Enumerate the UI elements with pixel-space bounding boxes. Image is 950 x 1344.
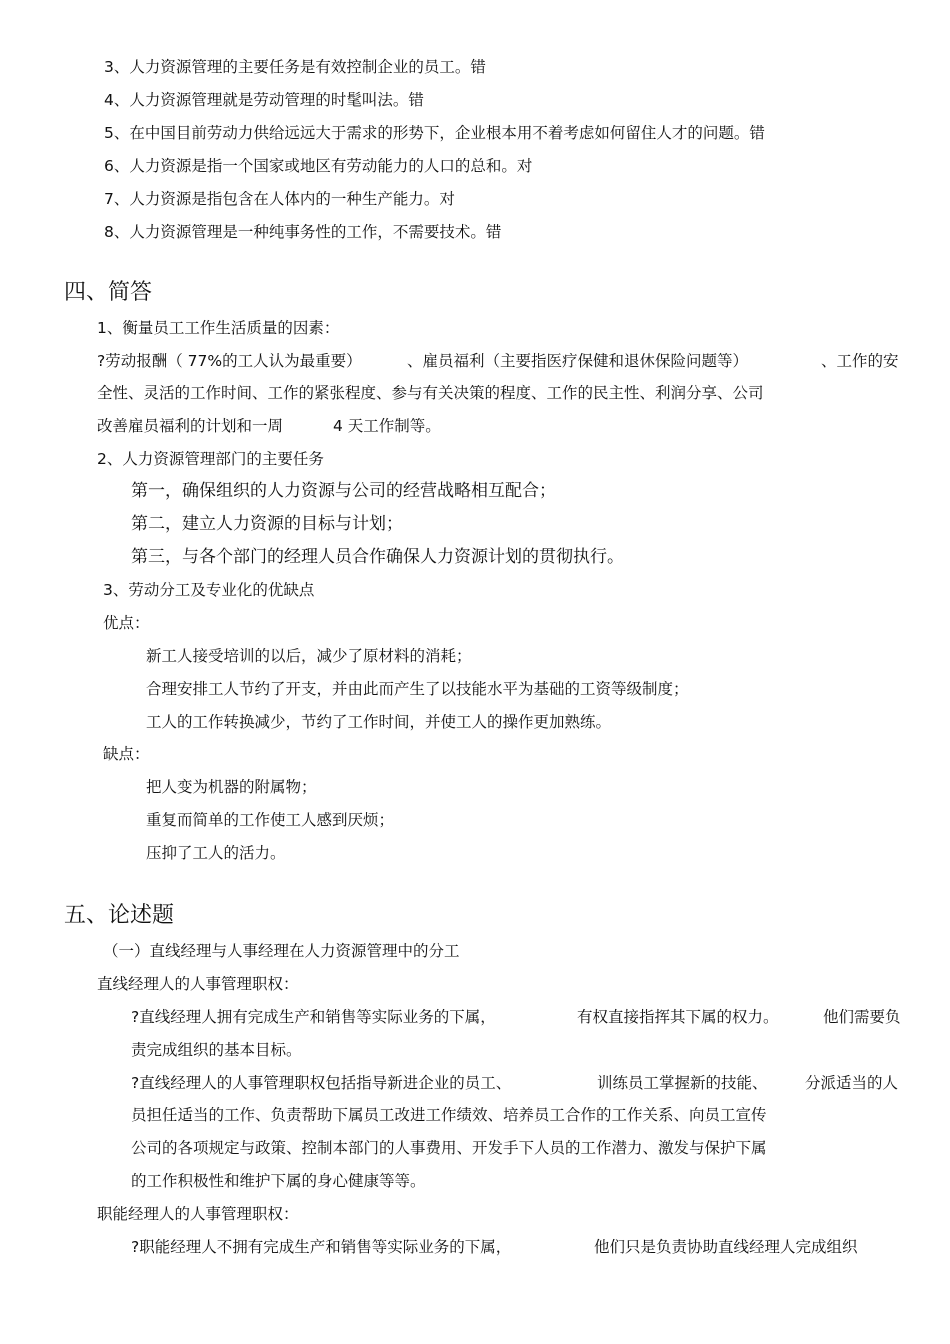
q1-line1-a: ?劳动报酬（ 77%的工人认为最重要） [97,352,362,370]
question-2-title: 2、人力资源管理部门的主要任务 [97,450,324,468]
cons-item-3: 压抑了工人的活力。 [146,844,286,862]
pros-item-2: 合理安排工人节约了开支，并由此而产生了以技能水平为基础的工资等级制度； [146,680,689,698]
tf-item-8: 8、人力资源管理是一种纯事务性的工作，不需要技术。错 [104,223,502,241]
q1-line2: 全性、灵活的工作时间、工作的紧张程度、参与有关决策的程度、工作的民主性、利润分享、公司 [97,384,764,402]
p2-line1-c: 分派适当的人 [805,1074,899,1092]
section-heading-short-answer: 四、简答 [64,280,153,305]
p1-line1-a: ?直线经理人拥有完成生产和销售等实际业务的下属， [131,1008,496,1026]
p3-line1-a: ?职能经理人不拥有完成生产和销售等实际业务的下属， [131,1238,512,1256]
q1-line1-c: 、工作的安 [821,352,899,370]
section-heading-essay: 五、论述题 [64,903,175,928]
question-3-title: 3、劳动分工及专业化的优缺点 [103,581,315,599]
p3-line1-b: 他们只是负责协助直线经理人完成组织 [594,1238,858,1256]
tf-item-3: 3、人力资源管理的主要任务是有效控制企业的员工。错 [104,58,486,76]
p1-line1-b: 有权直接指挥其下属的权力。 [577,1008,779,1026]
q1-line3-b: 4 天工作制等。 [333,417,441,435]
p2-line3: 公司的各项规定与政策、控制本部门的人事费用、开发手下人员的工作潜力、激发与保护下属 [131,1139,767,1157]
p2-line1-a: ?直线经理人的人事管理职权包括指导新进企业的员工、 [131,1074,512,1092]
p2-line2: 员担任适当的工作、负责帮助下属员工改进工作绩效、培养员工合作的工作关系、向员工宣传 [131,1106,767,1124]
pros-item-3: 工人的工作转换减少，节约了工作时间，并使工人的操作更加熟练。 [146,713,612,731]
pros-label: 优点： [103,614,150,632]
tf-item-6: 6、人力资源是指一个国家或地区有劳动能力的人口的总和。对 [104,157,533,175]
p1-line1-c: 他们需要负 [823,1008,901,1026]
p2-line4: 的工作积极性和维护下属的身心健康等等。 [131,1172,426,1190]
q1-line3-a: 改善雇员福利的计划和一周 [97,417,284,435]
cons-item-1: 把人变为机器的附属物； [146,778,317,796]
pros-item-1: 新工人接受培训的以后，减少了原材料的消耗； [146,647,472,665]
q2-item-1: 第一，确保组织的人力资源与公司的经营战略相互配合； [131,481,556,501]
line-manager-title: 直线经理人的人事管理职权： [97,975,299,993]
question-1-title: 1、衡量员工工作生活质量的因素： [97,319,340,337]
q2-item-3: 第三，与各个部门的经理人员合作确保人力资源计划的贯彻执行。 [131,547,624,567]
essay-subheading-1: （一）直线经理与人事经理在人力资源管理中的分工 [103,942,460,960]
q2-item-2: 第二，建立人力资源的目标与计划； [131,514,403,534]
p2-line1-b: 训练员工掌握新的技能、 [597,1074,768,1092]
p1-line2: 责完成组织的基本目标。 [131,1041,302,1059]
tf-item-7: 7、人力资源是指包含在人体内的一种生产能力。对 [104,190,455,208]
tf-item-4: 4、人力资源管理就是劳动管理的时髦叫法。错 [104,91,424,109]
cons-item-2: 重复而简单的工作使工人感到厌烦； [146,811,395,829]
tf-item-5: 5、在中国目前劳动力供给远远大于需求的形势下，企业根本用不着考虑如何留住人才的问题。错 [104,124,765,142]
q1-line1-b: 、雇员福利（主要指医疗保健和退休保险问题等） [407,352,749,370]
cons-label: 缺点： [103,745,150,763]
functional-manager-title: 职能经理人的人事管理职权： [97,1205,299,1223]
